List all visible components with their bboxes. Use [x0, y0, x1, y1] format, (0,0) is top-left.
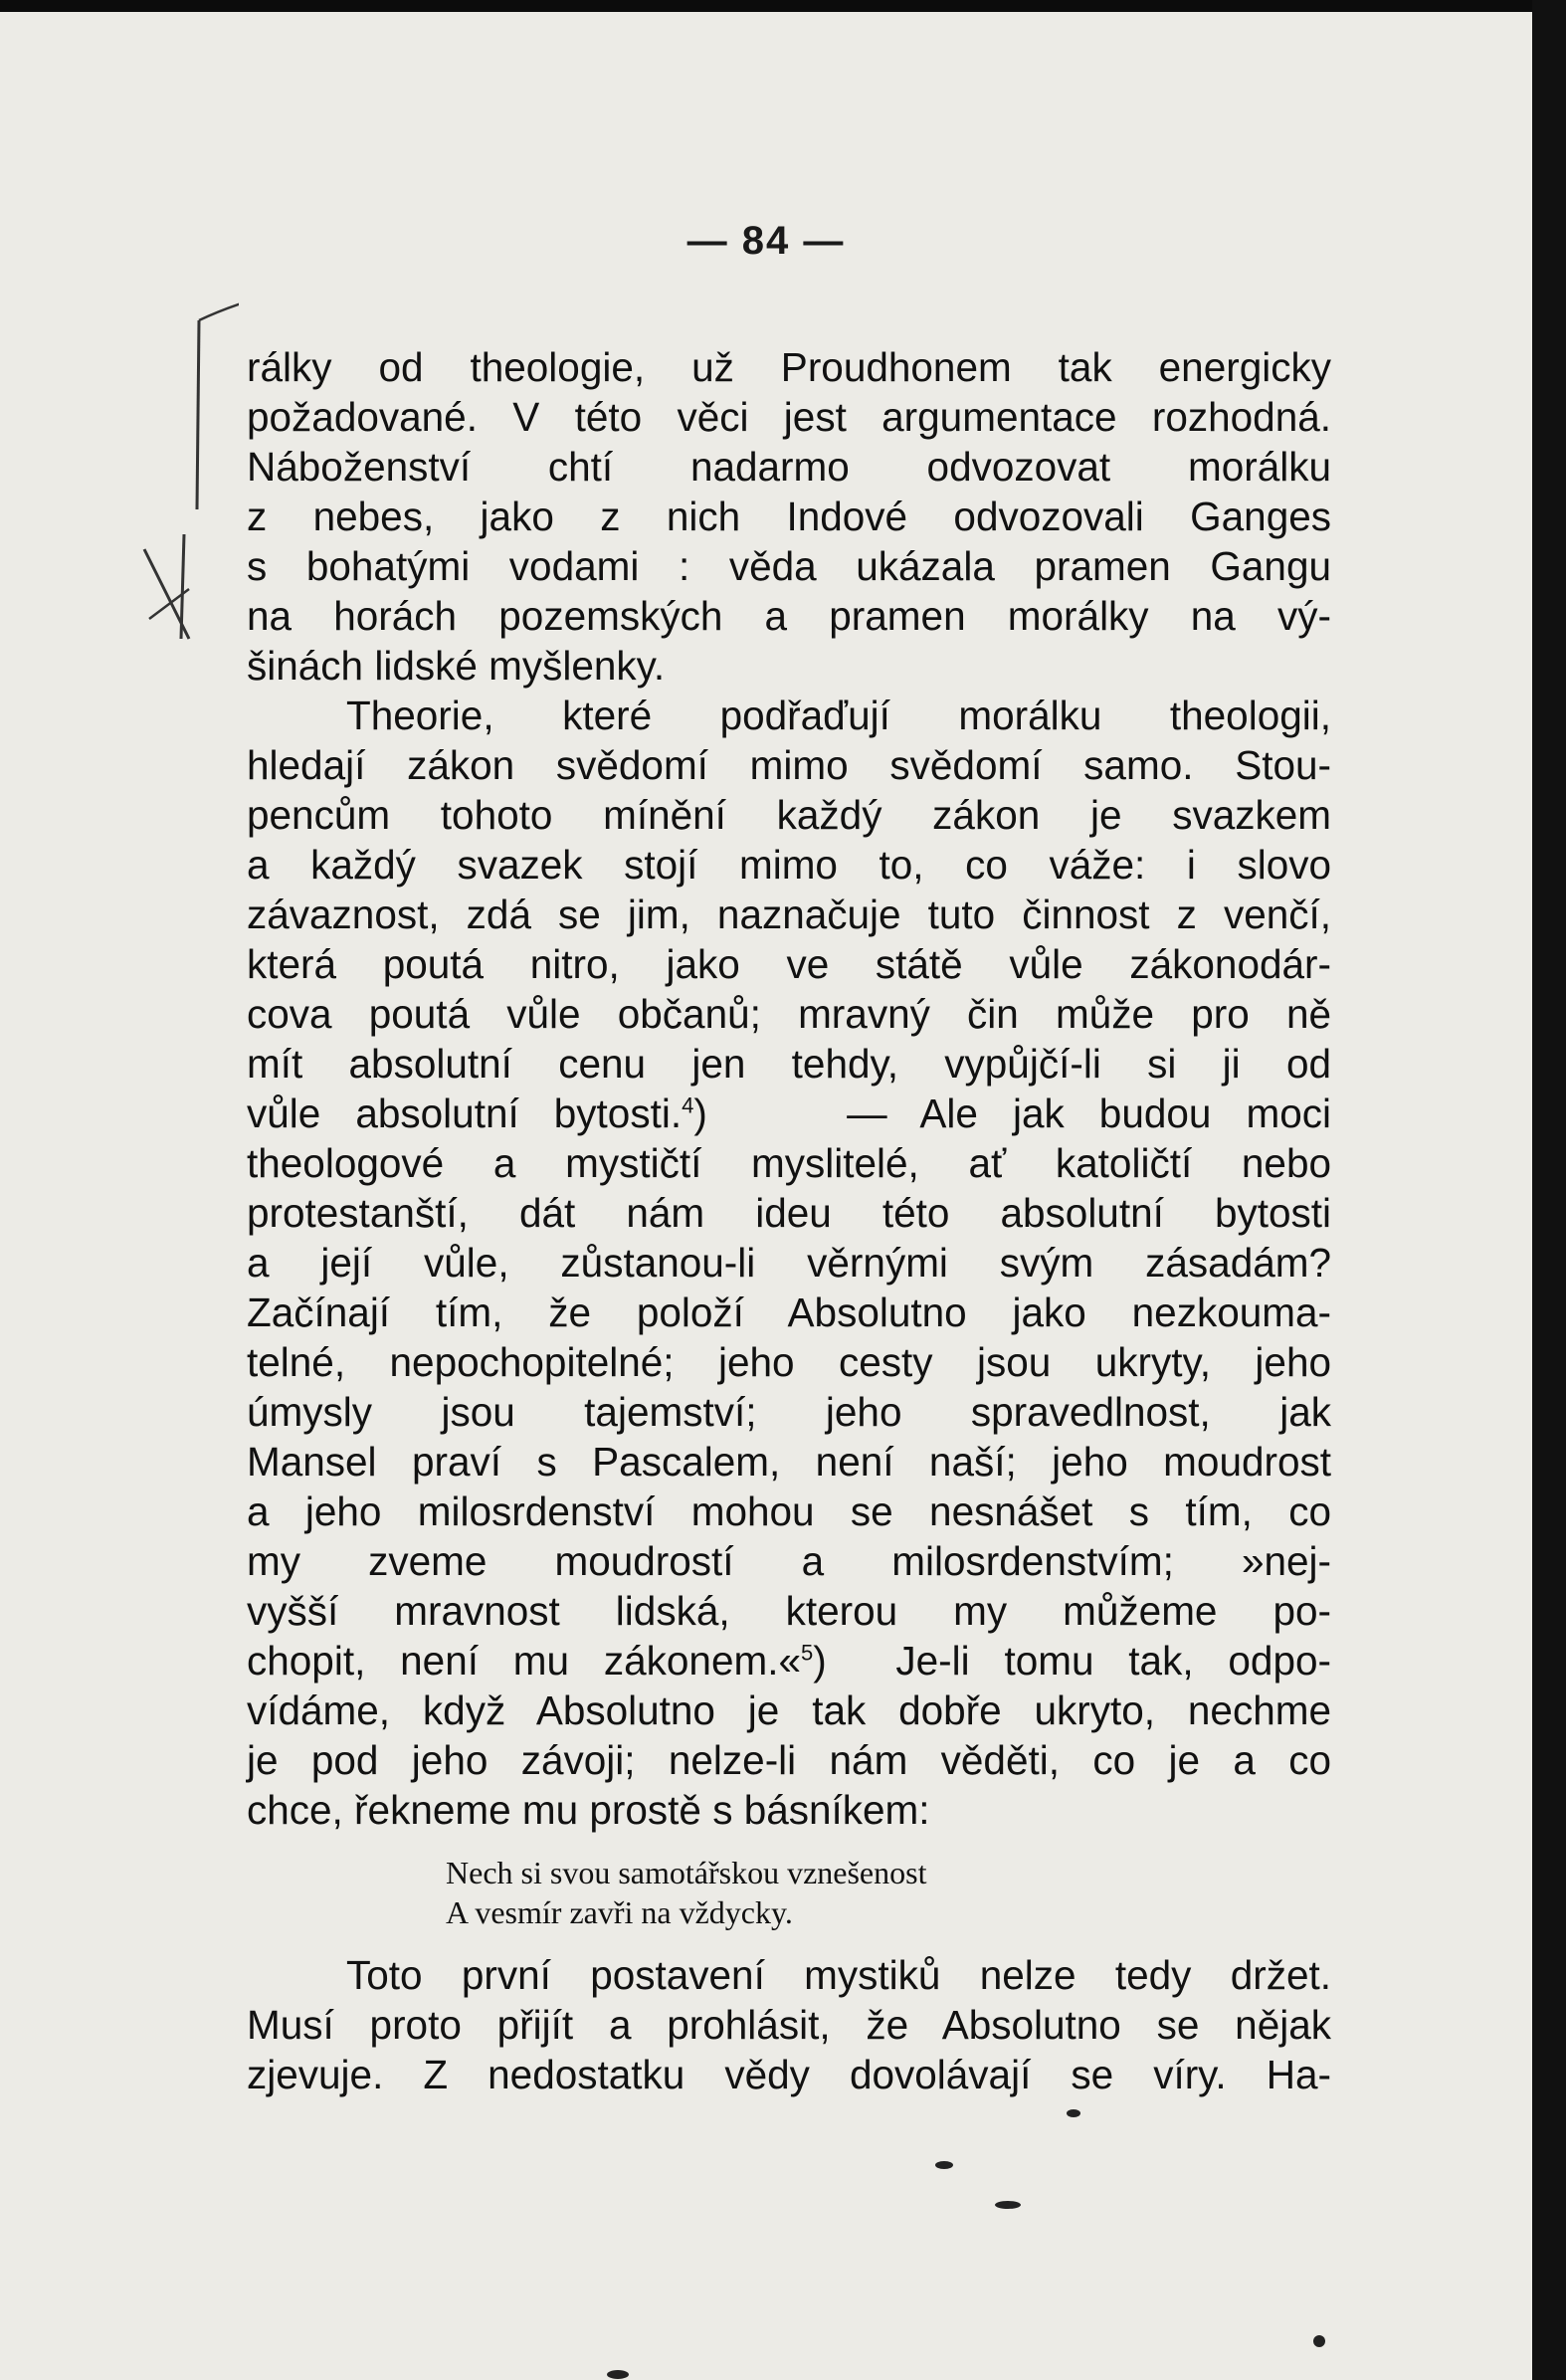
text-line: cova poutá vůle občanů; mravný čin může pro ně [247, 991, 1331, 1037]
ink-speck [995, 2201, 1021, 2209]
text-line: vídáme, když Absolutno je tak dobře ukryto, nechme [247, 1687, 1331, 1733]
text-line: která poutá nitro, jako ve státě vůle zákonodár- [247, 941, 1331, 987]
text-line: Musí proto přijít a prohlásit, že Absolutno se nějak [247, 2002, 1331, 2048]
text-line: Mansel praví s Pascalem, není naší; jeho moudrost [247, 1439, 1331, 1485]
text-line: my zveme moudrostí a milosrdenstvím; »nej- [247, 1538, 1331, 1584]
text-line: mít absolutní cenu jen tehdy, vypůjčí-li si ji od [247, 1041, 1331, 1087]
text-line: Náboženství chtí nadarmo odvozovat morálku [247, 444, 1331, 490]
page-number: — 84 — [686, 219, 846, 263]
text-line: a její vůle, zůstanou-li věrnými svým zásadám? [247, 1240, 1331, 1286]
text-line: chce, řekneme mu prostě s básníkem: [247, 1787, 930, 1833]
footnote-ref: 4 [682, 1092, 694, 1118]
line-part: — Ale jak budou moci [847, 1091, 1331, 1136]
text-line: a každý svazek stojí mimo to, co váže: i slovo [247, 842, 1331, 888]
text-line: theologové a mystičtí myslitelé, ať katoličtí nebo [247, 1140, 1331, 1186]
text-line: je pod jeho závoji; nelze-li nám věděti, co je a co [247, 1737, 1331, 1783]
text-line: protestanští, dát nám ideu této absolutní bytosti [247, 1190, 1331, 1236]
body-text [247, 342, 1331, 2099]
book-page [0, 12, 1532, 2380]
ink-speck [1067, 2109, 1080, 2117]
text-line: rálky od theologie, už Proudhonem tak energicky [247, 344, 1331, 390]
text-line: Toto první postavení mystiků nelze tedy držet. [346, 1952, 1331, 1998]
text-line: telné, nepochopitelné; jeho cesty jsou ukryty, jeho [247, 1339, 1331, 1385]
text-line: s bohatými vodami : věda ukázala pramen Gangu [247, 543, 1331, 589]
text-line: závaznost, zdá se jim, naznačuje tuto činnost z venčí, [247, 892, 1331, 937]
line-part: Je-li tomu tak, odpo- [895, 1638, 1331, 1684]
text-line: Začínají tím, že položí Absolutno jako nezkouma- [247, 1289, 1331, 1335]
text-line-with-footnote: vůle absolutní bytosti.$^4$) — Ale jak budou moci [247, 1091, 1331, 1136]
ink-speck [935, 2161, 953, 2169]
text-line: požadované. V této věci jest argumentace rozhodná. [247, 394, 1331, 440]
ink-speck [607, 2370, 629, 2379]
line-part: chopit, není mu zákonem.« [247, 1638, 801, 1684]
text-line: a jeho milosrdenství mohou se nesnášet s tím, co [247, 1488, 1331, 1534]
text-line: šinách lidské myšlenky. [247, 643, 666, 689]
page-edge [1532, 0, 1566, 2380]
text-line: úmysly jsou tajemství; jeho spravedlnost, jak [247, 1389, 1331, 1435]
text-line: Theorie, které podřaďují morálku theologii, [346, 693, 1331, 738]
text-line: na horách pozemských a pramen morálky na vý- [247, 593, 1331, 639]
line-part: vůle absolutní bytosti. [247, 1091, 683, 1136]
text-line: pencům tohoto mínění každý zákon je svazkem [247, 792, 1331, 838]
text-line-with-footnote: chopit, není mu zákonem.«$^5$) Je-li tomu tak, odpo- [247, 1638, 1331, 1684]
footnote-ref: 5 [800, 1640, 814, 1666]
verse-line: Nech si svou samotářskou vznešenost [446, 1855, 927, 1890]
ink-speck [1313, 2335, 1325, 2347]
pencil-margin-mark [129, 300, 239, 679]
verse-line: A vesmír zavři na vždycky. [446, 1894, 793, 1930]
text-line: z nebes, jako z nich Indové odvozovali Ganges [247, 494, 1331, 539]
text-line: zjevuje. Z nedostatku vědy dovolávají se víry. Ha- [247, 2052, 1331, 2097]
text-line: hledají zákon svědomí mimo svědomí samo. Stou- [247, 742, 1331, 788]
text-line: vyšší mravnost lidská, kterou my můžeme po- [247, 1588, 1331, 1634]
